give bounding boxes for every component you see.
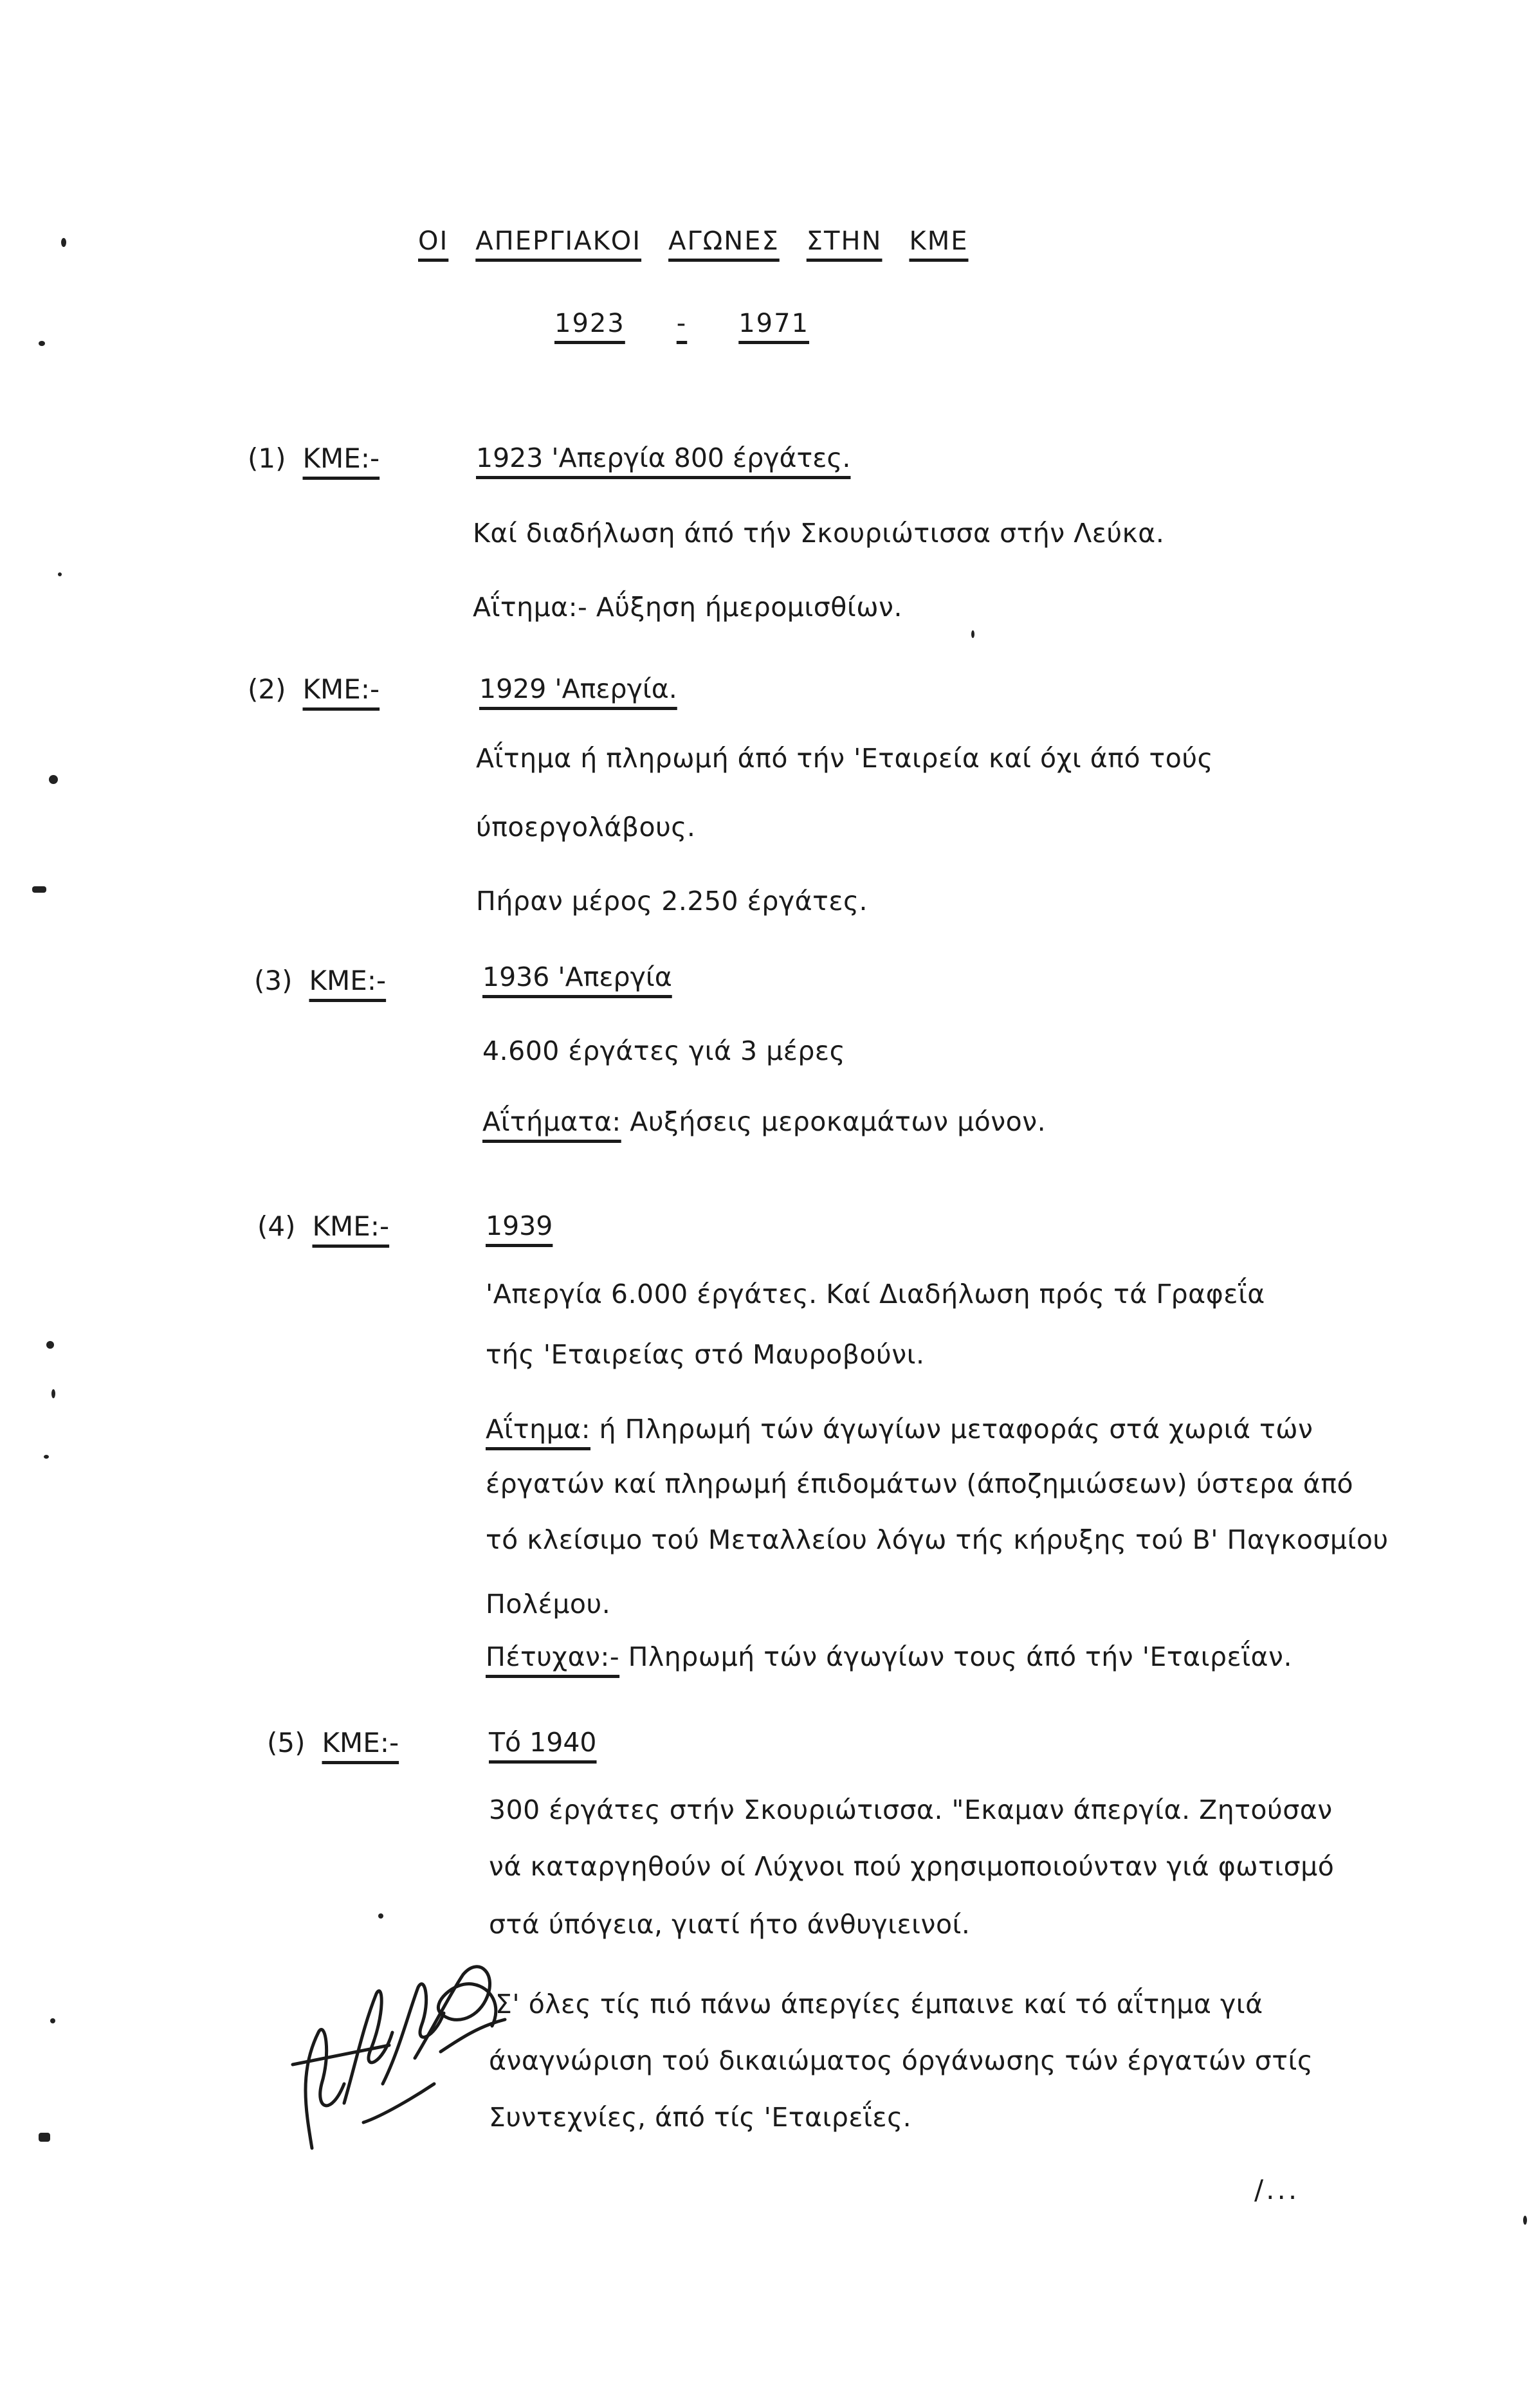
entry-3-heading: 1936 'Απεργία	[482, 962, 672, 992]
entry-5-line: στά ύπόγεια, γιατί ήτο άνθυγιεινοί.	[489, 1909, 971, 1940]
entry-4-line: τής 'Εταιρείας στό Μαυροβούνι.	[486, 1339, 925, 1370]
entry-1-heading: 1923 'Απεργία 800 έργάτες.	[476, 442, 851, 473]
entry-2-label	[248, 673, 379, 705]
entry-4-line: έργατών καί πληρωμή έπιδομάτων (άποζημιώσεων) ύστερα άπό	[486, 1468, 1354, 1499]
scan-speck	[61, 238, 66, 247]
title-word: ΣΤΗΝ	[806, 226, 882, 256]
entry-number: (5)	[267, 1727, 306, 1758]
result-text: Πληρωμή τών άγωγίων τους άπό τήν 'Εταιρεΐαν.	[619, 1641, 1292, 1672]
page-continuation: /...	[1254, 2174, 1300, 2205]
year-start: 1923	[554, 309, 625, 338]
entry-3-line: 4.600 έργάτες γιά 3 μέρες	[482, 1035, 846, 1066]
scan-speck	[39, 2133, 50, 2142]
entry-4-heading: 1939	[486, 1210, 553, 1241]
entry-4-label	[257, 1210, 389, 1242]
entry-5-heading: Τό 1940	[489, 1727, 597, 1758]
year-end: 1971	[738, 309, 810, 338]
result-label: Πέτυχαν:-	[486, 1641, 620, 1672]
scan-speck	[1523, 2216, 1527, 2225]
entry-1-label	[248, 442, 379, 474]
year-dash: -	[676, 309, 688, 338]
closing-line: Συντεχνίες, άπό τίς 'Εταιρεΐες.	[489, 2102, 912, 2133]
title-word: ΑΓΩΝΕΣ	[668, 226, 780, 256]
title-word: ΟΙ	[418, 226, 449, 256]
document-title	[418, 226, 969, 256]
scan-speck	[32, 886, 46, 893]
entry-number: (2)	[248, 673, 286, 705]
handwritten-signature	[286, 1955, 518, 2161]
entry-kme: ΚΜΕ:-	[322, 1727, 399, 1758]
scan-speck	[50, 2018, 55, 2023]
entry-number: (4)	[257, 1210, 296, 1242]
entry-kme: ΚΜΕ:-	[312, 1210, 390, 1242]
entry-5-line: 300 έργάτες στήν Σκουριώτισσα. "Εκαμαν άπεργία. Ζητούσαν	[489, 1794, 1333, 1825]
entry-2-heading: 1929 'Απεργία.	[479, 673, 677, 704]
scan-speck	[971, 630, 974, 638]
demand-text: ή Πληρωμή τών άγωγίων μεταφοράς στά χωριά τών	[590, 1414, 1313, 1445]
entry-4-line: 'Απεργία 6.000 έργάτες. Καί Διαδήλωση πρός τά Γραφεΐα	[486, 1279, 1265, 1309]
scan-speck	[44, 1455, 49, 1459]
entry-number: (1)	[248, 442, 286, 474]
entry-1-line: Καί διαδήλωση άπό τήν Σκουριώτισσα στήν Λεύκα.	[473, 518, 1165, 549]
entry-1-line: Αΐτημα:- Αΰξηση ήμερομισθίων.	[473, 592, 902, 623]
demand-label: Αΐτημα:	[486, 1414, 591, 1445]
entry-4-line: τό κλείσιμο τού Μεταλλείου λόγω τής κήρυξης τού Β' Παγκοσμίου	[486, 1524, 1389, 1555]
document-years	[554, 309, 809, 338]
demand-text: Αυξήσεις μεροκαμάτων μόνον.	[621, 1106, 1047, 1137]
scan-speck	[46, 1341, 54, 1349]
scan-speck	[49, 775, 58, 784]
closing-line: άναγνώριση τού δικαιώματος όργάνωσης τών έργατών στίς	[489, 2045, 1313, 2076]
entry-kme: ΚΜΕ:-	[309, 965, 387, 996]
closing-line: Σ' όλες τίς πιό πάνω άπεργίες έμπαινε καί τό αΐτημα γιά	[495, 1989, 1263, 2020]
entry-5-line: νά καταργηθούν οί Λύχνοι πού χρησιμοποιούνταν γιά φωτισμό	[489, 1851, 1335, 1882]
title-word: ΚΜΕ	[909, 226, 969, 256]
entry-4-result	[486, 1641, 1292, 1672]
entry-3-demand	[482, 1106, 1046, 1137]
entry-5-label	[267, 1727, 399, 1758]
entry-4-line: Πολέμου.	[486, 1589, 611, 1619]
scan-speck	[51, 1389, 55, 1398]
title-word: ΑΠΕΡΓΙΑΚΟΙ	[475, 226, 642, 256]
entry-kme: ΚΜΕ:-	[302, 673, 380, 705]
entry-2-line: Πήραν μέρος 2.250 έργάτες.	[476, 886, 868, 917]
scan-speck	[39, 341, 45, 346]
scan-speck	[58, 572, 62, 576]
entry-2-line: Αΐτημα ή πληρωμή άπό τήν 'Εταιρεία καί όχι άπό τούς	[476, 743, 1214, 774]
demand-label: Αΐτήματα:	[482, 1106, 621, 1137]
entry-4-demand	[486, 1414, 1313, 1445]
entry-2-line: ύποεργολάβους.	[476, 812, 696, 843]
entry-number: (3)	[254, 965, 293, 996]
entry-kme: ΚΜΕ:-	[302, 442, 380, 474]
scan-speck	[378, 1913, 383, 1919]
entry-3-label	[254, 965, 386, 996]
